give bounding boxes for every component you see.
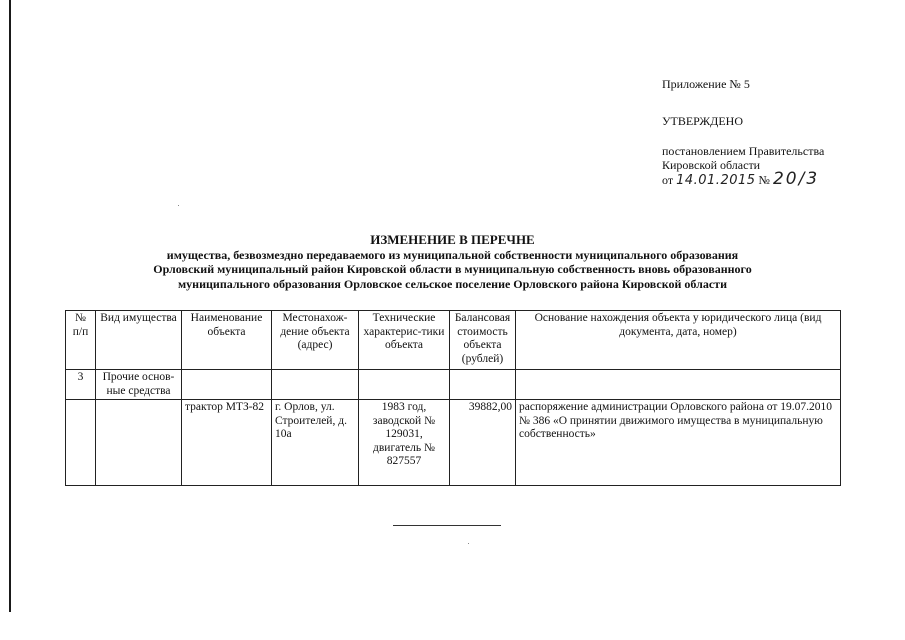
- table-row: [66, 400, 841, 486]
- header-basis: Основание нахождения объекта у юридического лица (вид документа, дата, номер): [516, 311, 841, 370]
- document-title: ИЗМЕНЕНИЕ В ПЕРЕЧНЕ: [370, 232, 535, 247]
- cell-specs: 1983 год, заводской № 129031, двигатель № 827557: [359, 400, 450, 486]
- scan-speck: [178, 205, 179, 206]
- cell-empty: [96, 400, 182, 486]
- approved-stamp-text: УТВЕРЖДЕНО: [662, 114, 744, 128]
- cell-empty: [182, 370, 272, 400]
- page-left-edge: [9, 0, 11, 612]
- cell-empty: [516, 370, 841, 400]
- cell-name: трактор МТЗ-82: [182, 400, 272, 486]
- heading-line-1: имущества, безвозмездно передаваемого из муниципальной собственности муниципального образования: [166, 247, 739, 262]
- cell-empty: [450, 370, 516, 400]
- header-name: Наименование объекта: [182, 311, 272, 370]
- handwritten-date: 14.01.2015: [676, 173, 756, 188]
- heading-line-2: Орловский муниципальный район Кировской области в муниципальную собственность вновь образованного: [153, 262, 752, 276]
- cell-location: г. Орлов, ул. Строителей, д. 10а: [272, 400, 359, 486]
- decree-block: [662, 144, 824, 188]
- decree-date-line: [662, 169, 824, 189]
- heading-line-3: муниципального образования Орловское сельское поселение Орловского района Кировской области: [178, 276, 727, 291]
- header-balance: Балансовая стоимость объекта (рублей): [450, 311, 516, 370]
- decree-line-1: постановлением Правительства: [662, 144, 825, 158]
- scan-speck: [468, 543, 469, 544]
- property-table: [65, 310, 841, 486]
- cell-empty: [66, 400, 96, 486]
- table-row: [66, 370, 841, 400]
- decree-line-2: Кировской области: [662, 158, 761, 172]
- header-specs: Технические характерис-тики объекта: [359, 311, 450, 370]
- header-number: № п/п: [66, 311, 96, 370]
- header-kind: Вид имущества: [96, 311, 182, 370]
- handwritten-number: 20/3: [772, 169, 820, 189]
- end-separator-line: [393, 525, 501, 526]
- cell-basis: распоряжение администрации Орловского района от 19.07.2010 № 386 «О принятии движимого имущества в муниципальную собственность»: [516, 400, 841, 486]
- cell-balance: 39882,00: [450, 400, 516, 486]
- number-prefix: №: [758, 173, 770, 187]
- cell-kind: Прочие основ-ные средства: [96, 370, 182, 400]
- appendix-label: Приложение № 5: [662, 77, 750, 91]
- cell-number: 3: [66, 370, 96, 400]
- table-header-row: [66, 311, 841, 370]
- header-location: Местонахож-дение объекта (адрес): [272, 311, 359, 370]
- date-prefix: от: [662, 173, 674, 187]
- document-heading: [0, 233, 905, 291]
- cell-empty: [359, 370, 450, 400]
- cell-empty: [272, 370, 359, 400]
